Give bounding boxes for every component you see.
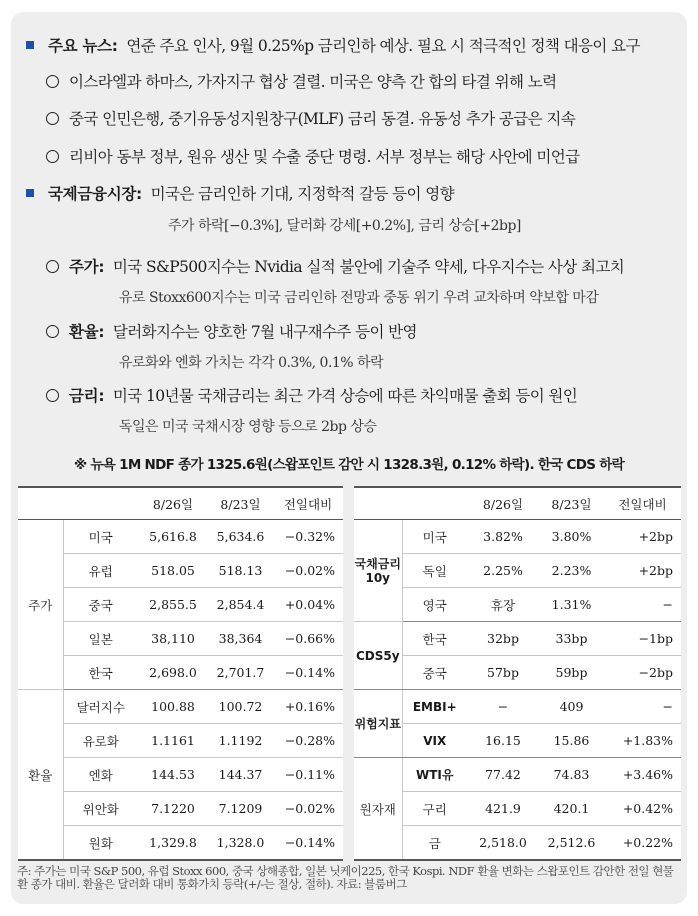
market-summary: 주가 하락[−0.3%], 달러화 강세[+0.2%], 금리 상승[+2bp] bbox=[168, 218, 521, 234]
circle-bullet-icon bbox=[46, 112, 59, 125]
left-market-table bbox=[18, 486, 343, 861]
stock-sub: 유로 Stoxx600지수는 미국 금리인하 전망과 중동 위기 우려 교차하며 약보합 마감 bbox=[119, 290, 599, 306]
report-page bbox=[11, 12, 687, 904]
footnote: 주: 주가는 미국 S&P 500, 유럽 Stoxx 600, 중국 상해종합, 일본 닛케이225, 한국 Kospi. NDF 환율 변화는 스왑포인트 감안한 전일 현물환 종가 대비. 환율은 달러화 대비 통화가치 등락(+/-는 절상, 절하). 자료: 블룸버그 bbox=[17, 864, 674, 891]
table-row: 주가 미국 5,616.8 5,634.6 −0.32% bbox=[18, 520, 343, 554]
fx-sub: 유로화와 엔화 가치는 각각 0.3%, 0.1% 하락 bbox=[119, 355, 384, 371]
table-row: 영국 휴장 1.31% − bbox=[354, 588, 681, 622]
table-row: 금 2,518.0 2,512.6 +0.22% bbox=[354, 826, 681, 861]
news-item-3: 리비아 동부 정부, 원유 생산 및 수출 중단 명령. 서부 정부는 해당 사안에 미언급 bbox=[46, 145, 579, 167]
rate-section: 금리: 미국 10년물 국채금리는 최근 가격 상승에 따른 차익매물 출회 등이 원인 bbox=[46, 384, 577, 406]
main-news-label: 주요 뉴스: bbox=[48, 37, 118, 55]
main-news-text: 연준 주요 인사, 9월 0.25%p 금리인하 예상. 필요 시 적극적인 정책 대응이 요구 bbox=[126, 37, 640, 55]
table-row: 국채금리10y 미국 3.82% 3.80% +2bp bbox=[354, 520, 681, 554]
table-row: 중국 2,855.5 2,854.4 +0.04% bbox=[18, 588, 343, 622]
table-row: 한국 2,698.0 2,701.7 −0.14% bbox=[18, 656, 343, 690]
square-bullet-icon bbox=[26, 41, 34, 49]
circle-bullet-icon bbox=[46, 75, 59, 88]
ndf-note: ※ 뉴욕 1M NDF 종가 1325.6원(스왑포인트 감안 시 1328.3원, 0.12% 하락). 한국 CDS 하락 bbox=[74, 457, 624, 473]
group-label: 주가 bbox=[18, 520, 63, 690]
group-label: 환율 bbox=[18, 690, 63, 861]
market-text: 미국은 금리인하 기대, 지정학적 갈등 등이 영향 bbox=[150, 185, 454, 203]
market-label: 국제금융시장: bbox=[48, 185, 142, 203]
market-line bbox=[26, 182, 454, 204]
circle-bullet-icon bbox=[46, 325, 59, 338]
news-item-2: 중국 인민은행, 중기유동성지원창구(MLF) 금리 동결. 유동성 추가 공급은 지속 bbox=[46, 107, 575, 129]
group-label: 위험지표 bbox=[354, 690, 402, 758]
table-row: 중국 57bp 59bp −2bp bbox=[354, 656, 681, 690]
table-row: 구리 421.9 420.1 +0.42% bbox=[354, 792, 681, 826]
table-row: 위험지표 EMBI+ − 409 − bbox=[354, 690, 681, 724]
group-label: 원자재 bbox=[354, 758, 402, 861]
table-row: 유로화 1.1161 1.1192 −0.28% bbox=[18, 724, 343, 758]
table-row: CDS5y 한국 32bp 33bp −1bp bbox=[354, 622, 681, 656]
table-header-row: 8/26일 8/23일 전일대비 bbox=[18, 487, 343, 520]
group-label: CDS5y bbox=[354, 622, 402, 690]
table-row: 원자재 WTI유 77.42 74.83 +3.46% bbox=[354, 758, 681, 792]
square-bullet-icon bbox=[26, 189, 34, 197]
table-row: 환율 달러지수 100.88 100.72 +0.16% bbox=[18, 690, 343, 724]
stock-section: 주가: 미국 S&P500지수는 Nvidia 실적 불안에 기술주 약세, 다우지수는 사상 최고치 bbox=[46, 255, 624, 277]
news-item-1: 이스라엘과 하마스, 가자지구 협상 결렬. 미국은 양측 간 합의 타결 위해 노력 bbox=[46, 70, 556, 92]
rate-sub: 독일은 미국 국채시장 영향 등으로 2bp 상승 bbox=[119, 419, 377, 435]
fx-section: 환율: 달러화지수는 양호한 7월 내구재수주 등이 반영 bbox=[46, 320, 417, 342]
circle-bullet-icon bbox=[46, 389, 59, 402]
group-label: 국채금리10y bbox=[354, 520, 402, 622]
circle-bullet-icon bbox=[46, 260, 59, 273]
table-row: 원화 1,329.8 1,328.0 −0.14% bbox=[18, 826, 343, 861]
table-row: VIX 16.15 15.86 +1.83% bbox=[354, 724, 681, 758]
table-row: 독일 2.25% 2.23% +2bp bbox=[354, 554, 681, 588]
main-news-line bbox=[26, 34, 640, 56]
table-row: 유럽 518.05 518.13 −0.02% bbox=[18, 554, 343, 588]
circle-bullet-icon bbox=[46, 150, 59, 163]
table-row: 위안화 7.1220 7.1209 −0.02% bbox=[18, 792, 343, 826]
right-market-table bbox=[354, 486, 681, 861]
table-header-row: 8/26일 8/23일 전일대비 bbox=[354, 487, 681, 520]
table-row: 일본 38,110 38,364 −0.66% bbox=[18, 622, 343, 656]
table-row: 엔화 144.53 144.37 −0.11% bbox=[18, 758, 343, 792]
